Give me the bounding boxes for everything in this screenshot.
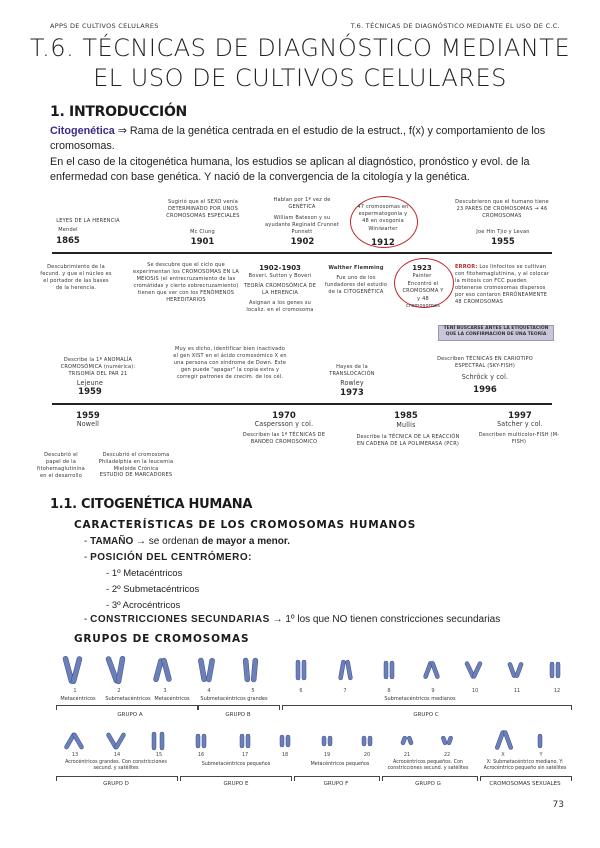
chromosome-row-2 [50, 722, 570, 762]
group-f-label: GRUPO F [323, 781, 349, 787]
bracket-group-a [56, 705, 198, 710]
tl-low-translocation-who: Hayes de la [336, 364, 368, 370]
tl-mid-painter: Painter [412, 273, 432, 279]
tl-bot-1985-year: 1985 [394, 411, 418, 421]
tl-low-1973-year: 1973 [340, 388, 364, 398]
tl-mid-boveri-who: Boveri, Sutton y Boveri [248, 273, 312, 279]
chromosome-18-icon [280, 735, 290, 747]
tl-mid-fecundation: Descubrimiento de la fecund. y que el núcleo es el portador de las bases de la herencia. [40, 264, 112, 291]
tl-bot-philadelphia: Descubrió el cromosoma Philadelphia en la leucemia Mieloide Crónica [98, 452, 174, 472]
chromosome-19-icon [322, 736, 332, 746]
chromosome-x-icon [495, 730, 514, 750]
tamano-text: → se ordenan [133, 536, 202, 547]
list-subitem-2: - 2º Submetacéntricos [106, 584, 200, 595]
chromosome-number-21: 21 [403, 752, 411, 758]
section-heading-intro: 1. INTRODUCCIÓN [50, 104, 187, 120]
tl-bot-bandeo: Describen las 1ª TÉCNICAS DE BANDEO CROMOSÓMICO [242, 432, 326, 445]
chromosome-4-icon [198, 658, 215, 683]
tl-1912-text: 47 cromosomas en espermatogonia y 48 en ovogonia [357, 204, 409, 224]
type-label-5: Submetacéntricos medianos [384, 696, 456, 702]
page-title-line2: EL USO DE CULTIVOS CELULARES [93, 64, 507, 92]
list-subitem-3: - 3º Acrocéntricos [106, 600, 181, 611]
tl-1902-text: Hablan por 1ª vez de GENÉTICA [273, 197, 331, 210]
tl-bot-1959-year: 1959 [76, 411, 100, 421]
chromosome-number-6: 6 [299, 688, 303, 694]
tamano-bold: de mayor a menor. [201, 536, 290, 547]
tl-1955-text: Descubrieron que el humano tiene 23 PARES DE CROMOSOMAS → 46 CROMOSOMAS [455, 199, 549, 219]
running-header-left: APPS DE CULTIVOS CELULARES [50, 22, 159, 30]
chromosome-number-15: 15 [155, 752, 163, 758]
tl-bot-marcadores: ESTUDIO DE MARCADORES [99, 472, 173, 478]
chromosome-number-10: 10 [471, 688, 479, 694]
tl-1865-text: LEYES DE LA HERENCIA [56, 218, 120, 224]
tl-low-1959-year: 1959 [78, 387, 102, 397]
group-c-label: GRUPO C [413, 712, 439, 718]
tl-low-sky: Describen TÉCNICAS EN CARIOTIPO ESPECTRAL (SKY-FISH) [437, 356, 533, 369]
page-number: 73 [552, 800, 564, 810]
chromosome-5-icon [243, 658, 258, 682]
chromosome-number-2: 2 [117, 688, 121, 694]
tl-bot-1970-year: 1970 [272, 411, 296, 421]
timeline-line-top [52, 252, 552, 254]
tl-low-rowley: Rowley [340, 379, 364, 387]
error-text: Los linfocitos se cultivan con fitohemaglutinina, y al colocar la mitosis con FCC pueden obtenerse cromosomas dispersos por eso contaron ERRÓNEAMENTE 48 CROMOSOMAS [455, 264, 550, 305]
tl-bot-fito: Descubrió el papel de la fitohemaglutinina en el desarrollo [37, 452, 85, 479]
chromosome-number-13: 13 [71, 752, 79, 758]
chromosome-number-7: 7 [343, 688, 347, 694]
chromosome-row-1 [50, 648, 570, 712]
chromosome-2-icon [105, 656, 125, 684]
chromosome-number-y: Y [539, 752, 543, 758]
tl-low-lejeune-text: Describe la 1ª ANOMALÍA CROMOSÓMICA (numérica): TRISOMÍA DEL PAR 21 [60, 357, 136, 377]
bracket-group-c [282, 705, 572, 710]
chromosome-8-icon [384, 661, 394, 679]
tamano-label: TAMAÑO [90, 536, 134, 547]
chromosome-number-14: 14 [113, 752, 121, 758]
chromosome-number-16: 16 [197, 752, 205, 758]
list-item-tamano: - TAMAÑO → se ordenan de mayor a menor. [84, 536, 290, 547]
tl-bot-pcr: Describe la TÉCNICA DE LA REACCIÓN EN CADENA DE LA POLIMERASA (PCR) [356, 434, 460, 447]
chromosome-3-icon [153, 658, 172, 683]
metacentricos: 1º Metacéntricos [111, 568, 183, 579]
list-subitem-1: - 1º Metacéntricos [106, 568, 183, 579]
arrow-icon: ⇒ [117, 125, 127, 137]
chromosome-13-icon [64, 732, 84, 750]
timeline-line-bottom [52, 403, 552, 405]
tl-1901-year: 1901 [190, 237, 215, 247]
chromosome-21-icon [400, 736, 413, 746]
chromosome-15-icon [152, 732, 164, 750]
tl-mid-flemming-text: Fue uno de los fundadores del estudio de la CITOGENÉTICA [324, 275, 388, 295]
submetacentricos: 2º Submetacéntricos [111, 584, 200, 595]
chromosome-11-icon [507, 662, 523, 678]
chromosome-20-icon [362, 736, 372, 746]
tl-bot-satcher: Satcher y col. [497, 420, 543, 428]
page-title-line1: T.6. TÉCNICAS DE DIAGNÓSTICO MEDIANTE [29, 34, 571, 62]
tl-1901-who: Mc Clung [190, 229, 215, 235]
subheading-caracteristicas: CARACTERÍSTICAS DE LOS CROMOSOMAS HUMANOS [74, 519, 417, 531]
subheading-grupos: GRUPOS DE CROMOSOMAS [74, 633, 250, 645]
tl-low-translocation: TRANSLOCACIÓN [329, 371, 375, 377]
chromosome-number-4: 4 [207, 688, 211, 694]
list-item-posicion: - POSICIÓN DEL CENTRÓMERO: [84, 552, 252, 563]
tl-mid-flemming-who: Walther Flemming [328, 265, 384, 271]
group-sexuales-label: CROMOSOMAS SEXUALES [489, 781, 561, 787]
list-item-constricciones: - CONSTRICCIONES SECUNDARIAS → 1º los que NO tienen constricciones secundarias [84, 614, 501, 625]
type-label-meta-peq: Metacéntricos pequeños [310, 762, 370, 767]
chromosome-16-icon [196, 734, 206, 748]
chromosome-10-icon [464, 661, 482, 679]
chromosome-number-9: 9 [431, 688, 435, 694]
group-b-label: GRUPO B [225, 712, 251, 718]
section-heading-citogenetica: 1.1. CITOGENÉTICA HUMANA [50, 497, 253, 512]
constricciones-label: CONSTRICCIONES SECUNDARIAS [90, 614, 270, 625]
chromosome-12-icon [550, 662, 560, 678]
chromosome-y-icon [538, 734, 542, 748]
chromosome-22-icon [441, 736, 453, 746]
intro-definition [50, 124, 565, 154]
term-citogenetica: Citogenética [50, 125, 115, 137]
running-header-right: T.6. TÉCNICAS DE DIAGNÓSTICO MEDIANTE EL USO DE C.C. [350, 22, 560, 30]
tl-low-xist: Muy es dicho, identificar bien inactivado el gen XIST en el ácido cromosómico X en una persona con síndrome de Down. Este gen puede "apagar" la copia extra y corregir patrones de crecim. de los cél. [173, 346, 287, 380]
chromosome-number-17: 17 [241, 752, 249, 758]
type-label-4: Submetacéntricos grandes [200, 696, 268, 702]
tl-mid-boveri-text: TEORÍA CROMOSÓMICA DE LA HERENCIA [243, 283, 317, 296]
tl-low-schrock: Schröck y col. [461, 373, 509, 381]
type-label-acro-peq: Acrocéntricos pequeños. Con constricciones secund. y satélites [387, 760, 469, 771]
tl-1912-who: Winiwarter [368, 226, 398, 232]
tl-low-1996-year: 1996 [473, 385, 497, 395]
tl-mid-error [455, 264, 555, 306]
tl-mid-48: y 48 cromosomas [405, 296, 441, 309]
chromosome-number-19: 19 [323, 752, 331, 758]
chromosome-number-11: 11 [513, 688, 521, 694]
chromosome-number-3: 3 [163, 688, 167, 694]
chromosome-number-22: 22 [443, 752, 451, 758]
tl-mid-cromosoma-y: Encontró el CROMOSOMA Y [402, 281, 444, 294]
tl-mid-boveri-extra: Asignan a los genes su localiz. en el cromosoma [246, 300, 314, 313]
chromosome-number-1: 1 [73, 688, 77, 694]
tl-1955-who: Joe Hin Tjio y Levan [476, 229, 530, 235]
chromosome-number-8: 8 [387, 688, 391, 694]
tl-bot-caspersson: Caspersson y col. [254, 420, 314, 428]
bracket-group-b [198, 705, 280, 710]
tl-bot-mullis: Mullis [396, 421, 416, 429]
tl-low-lejeune-who: Lejeune [76, 379, 104, 387]
type-label-sexuales: X: Submetacéntrico mediano. Y: Acrocéntrico pequeño sin satélites [483, 760, 567, 771]
acrocentricos: 3º Acrocéntricos [111, 600, 181, 611]
tl-1865-who: Mendel [58, 227, 78, 233]
tl-mid-meiosis: Se descubre que el ciclo que experimentan los CROMOSOMAS EN LA MEIOSIS (el entrecruzamiento de las cromátidas y cierto sobrecruzamiento) tienen que ver con los FENÓMENOS HEREDITARIOS [133, 262, 239, 303]
tl-bot-1997-year: 1997 [508, 411, 532, 421]
chromosome-number-5: 5 [251, 688, 255, 694]
chromosome-14-icon [106, 732, 126, 750]
tl-1955-year: 1955 [491, 237, 515, 247]
error-label: ERROR: [455, 264, 478, 270]
chromosome-number-x: X [501, 752, 505, 758]
definition-text: Rama de la genética centrada en el estudio de la estruct., f(x) y comportamiento de los cromosomas. [50, 125, 546, 152]
group-d-label: GRUPO D [103, 781, 129, 787]
chromosome-number-18: 18 [281, 752, 289, 758]
note-box: TENÍ BUSCARSE ANTES LA ETIQUETACIÓN QUE LA CONFIRMACIÓN DE UNA TEORÍA [438, 325, 554, 341]
tl-bot-mfish: Describen multicolor-FISH (M-FISH) [478, 432, 560, 445]
chromosome-1-icon [62, 656, 82, 685]
tl-mid-1902-1903-year: 1902-1903 [259, 264, 301, 272]
type-label-sub-peq: Submetacéntricos pequeños [201, 762, 271, 767]
intro-paragraph: En el caso de la citogenética humana, los estudios se aplican al diagnóstico, pronóstico y evol. de la enfermedad con base genética. Y nació de la convergencia de la citología y la genética. [50, 156, 530, 183]
tl-mid-1923-year: 1923 [412, 264, 432, 272]
tl-bot-nowell: Nowell [76, 420, 100, 428]
group-g-label: GRUPO G [415, 781, 441, 787]
type-label-acro-grandes: Acrocéntricos grandes. Con constricciones secund. y satélites [65, 760, 167, 771]
group-e-label: GRUPO E [223, 781, 249, 787]
tl-1865-year: 1865 [56, 236, 80, 246]
type-label-3: Metacéntricos [154, 696, 190, 702]
tl-1912-year: 1912 [371, 238, 395, 248]
chromosome-9-icon [423, 661, 440, 679]
chromosome-7-icon [338, 660, 352, 680]
chromosome-number-12: 12 [553, 688, 561, 694]
constricciones-text: → 1º los que NO tienen constricciones secundarias [269, 614, 501, 625]
type-label-1: Metacéntricos [60, 696, 96, 702]
posicion-label: POSICIÓN DEL CENTRÓMERO: [90, 552, 252, 563]
tl-1902-year: 1902 [290, 237, 315, 247]
tl-1901-text: Sugirió que el SEXO venía DETERMINADO POR UNOS CROMOSOMAS ESPECIALES [166, 199, 240, 219]
tl-1902-who: William Bateson y su ayudante Reginald Crunnet Punnett [264, 215, 339, 235]
chromosome-17-icon [240, 734, 250, 748]
group-a-label: GRUPO A [117, 712, 143, 718]
type-label-2: Submetacéntricos [105, 696, 151, 702]
chromosome-6-icon [296, 660, 306, 680]
chromosome-number-20: 20 [363, 752, 371, 758]
